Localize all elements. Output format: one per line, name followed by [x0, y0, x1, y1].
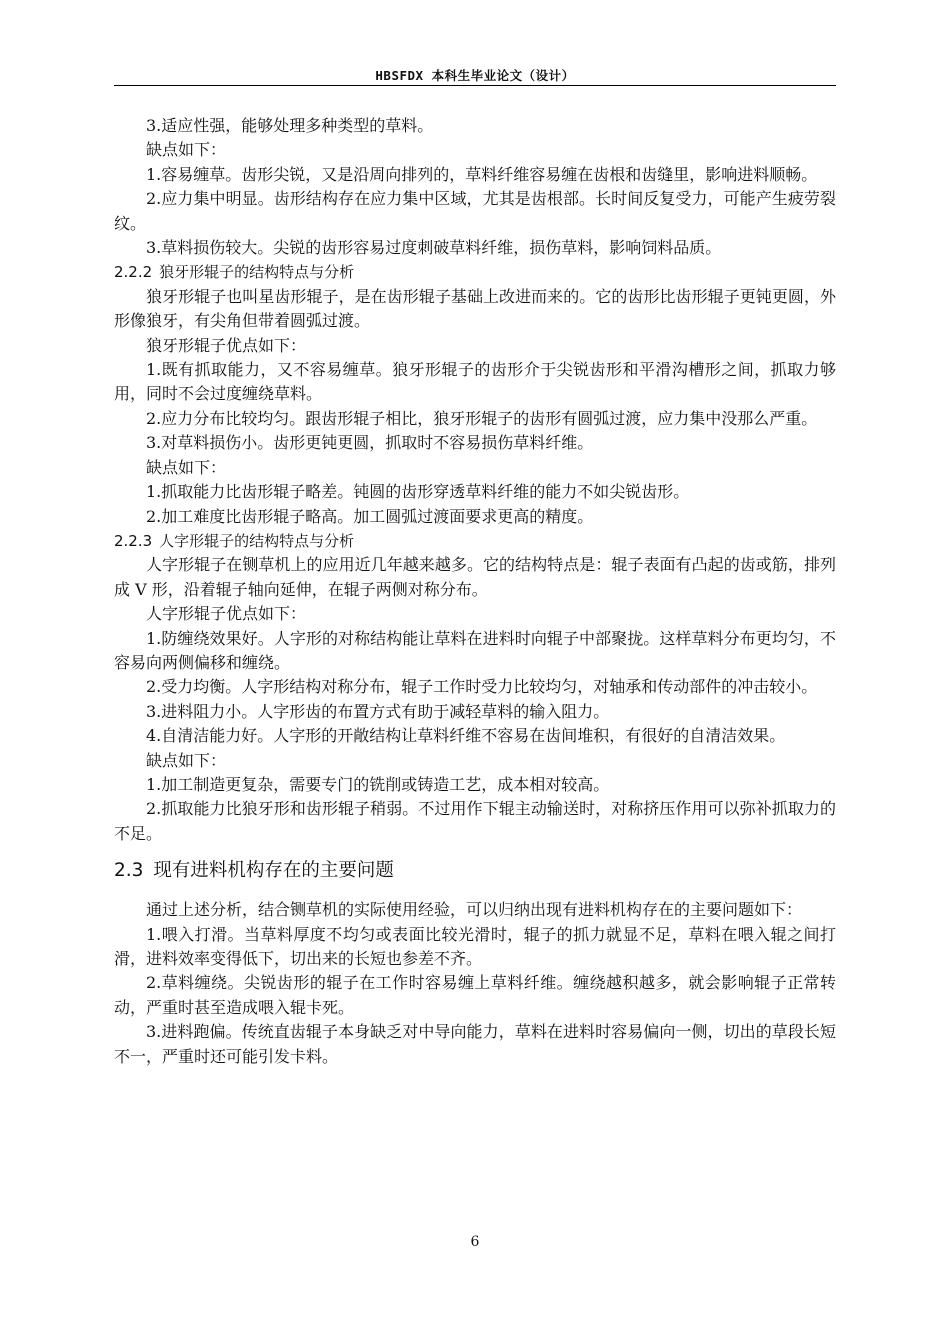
subsection-heading: [114, 260, 836, 284]
page-header: HBSFDX 本科生毕业论文（设计）: [375, 68, 575, 83]
paragraph: 1.喂入打滑。当草料厚度不均匀或表面比较光滑时，辊子的抓力就显不足，草料在喂入辊之间打滑，进料效率变得低下，切出来的长短也参差不齐。: [114, 924, 836, 968]
heading-text: 现有进料机构存在的主要问题: [153, 860, 394, 882]
paragraph: 狼牙形辊子也叫星齿形辊子，是在齿形辊子基础上改进而来的。它的齿形比齿形辊子更钝更圆，外形像狼牙，有尖角但带着圆弧过渡。: [114, 286, 836, 331]
paragraph: 3.进料跑偏。传统直齿辊子本身缺乏对中导向能力，草料在进料时容易偏向一侧，切出的草段长短不一，严重时还可能引发卡料。: [114, 1022, 836, 1066]
paragraph: 1.容易缠草。齿形尖锐，又是沿周向排列的，草料纤维容易缠在齿根和齿缝里，影响进料顺畅。: [146, 164, 818, 184]
heading-text: 人字形辊子的结构特点与分析: [159, 531, 355, 550]
page-number: 6: [470, 1234, 480, 1250]
paragraph: 3.适应性强，能够处理多种类型的草料。: [146, 116, 434, 135]
paragraph: 2.应力分布比较均匀。跟齿形辊子相比，狼牙形辊子的齿形有圆弧过渡，应力集中没那么严重。: [146, 408, 818, 428]
section-heading: [114, 857, 836, 885]
paragraph: 缺点如下：: [146, 457, 227, 477]
subsection-heading: [114, 529, 836, 553]
paragraph: 2.加工难度比齿形辊子略高。加工圆弧过渡面要求更高的精度。: [146, 506, 594, 526]
paragraph: 2.受力均衡。人字形结构对称分布，辊子工作时受力比较均匀，对轴承和传动部件的冲击较小。: [146, 677, 818, 697]
paragraph: 2.抓取能力比狼牙形和齿形辊子稍弱。不过用作下辊主动输送时，对称挤压作用可以弥补抓取力的不足。: [114, 799, 836, 843]
heading-text: 狼牙形辊子的结构特点与分析: [159, 263, 355, 282]
paragraph: 1.加工制造更复杂，需要专门的铣削或铸造工艺，成本相对较高。: [146, 774, 610, 794]
paragraph: 4.自清洁能力好。人字形的开敞结构让草料纤维不容易在齿间堆积，有很好的自清洁效果。: [146, 726, 786, 746]
paragraph: 1.抓取能力比齿形辊子略差。钝圆的齿形穿透草料纤维的能力不如尖锐齿形。: [146, 482, 690, 502]
paragraph: 人字形辊子在铡草机上的应用近几年越来越多。它的结构特点是：辊子表面有凸起的齿或筋，排列成 V 形，沿着辊子轴向延伸，在辊子两侧对称分布。: [114, 555, 836, 599]
paragraph: 通过上述分析，结合铡草机的实际使用经验，可以归纳出现有进料机构存在的主要问题如下：: [146, 900, 803, 920]
heading-number: 2.2.2: [114, 263, 153, 282]
paragraph: 缺点如下：: [146, 750, 227, 770]
paragraph: 2.草料缠绕。尖锐齿形的辊子在工作时容易缠上草料纤维。缠绕越积越多，就会影响辊子正常转动，严重时甚至造成喂入辊卡死。: [114, 973, 836, 1017]
heading-number: 2.3: [114, 860, 144, 882]
paragraph: 3.进料阻力小。人字形齿的布置方式有助于减轻草料的输入阻力。: [146, 701, 610, 721]
heading-number: 2.2.3: [114, 531, 153, 550]
paragraph: 1.既有抓取能力，又不容易缠草。狼牙形辊子的齿形介于尖锐齿形和平滑沟槽形之间，抓取力够用，同时不会过度缠绕草料。: [114, 360, 836, 404]
paragraph: 缺点如下：: [146, 140, 227, 160]
paragraph: 3.草料损伤较大。尖锐的齿形容易过度刺破草料纤维，损伤草料，影响饲料品质。: [146, 238, 722, 258]
paragraph: 1.防缠绕效果好。人字形的对称结构能让草料在进料时向辊子中部聚拢。这样草料分布更均匀，不容易向两侧偏移和缠绕。: [114, 628, 836, 672]
document-body: [114, 114, 836, 1069]
header-rule: [114, 85, 836, 86]
paragraph: 狼牙形辊子优点如下：: [146, 335, 307, 355]
paragraph: 2.应力集中明显。齿形结构存在应力集中区域，尤其是齿根部。长时间反复受力，可能产生疲劳裂纹。: [114, 189, 836, 233]
paragraph: 人字形辊子优点如下：: [146, 604, 307, 624]
paragraph: 3.对草料损伤小。齿形更钝更圆，抓取时不容易损伤草料纤维。: [146, 433, 594, 453]
